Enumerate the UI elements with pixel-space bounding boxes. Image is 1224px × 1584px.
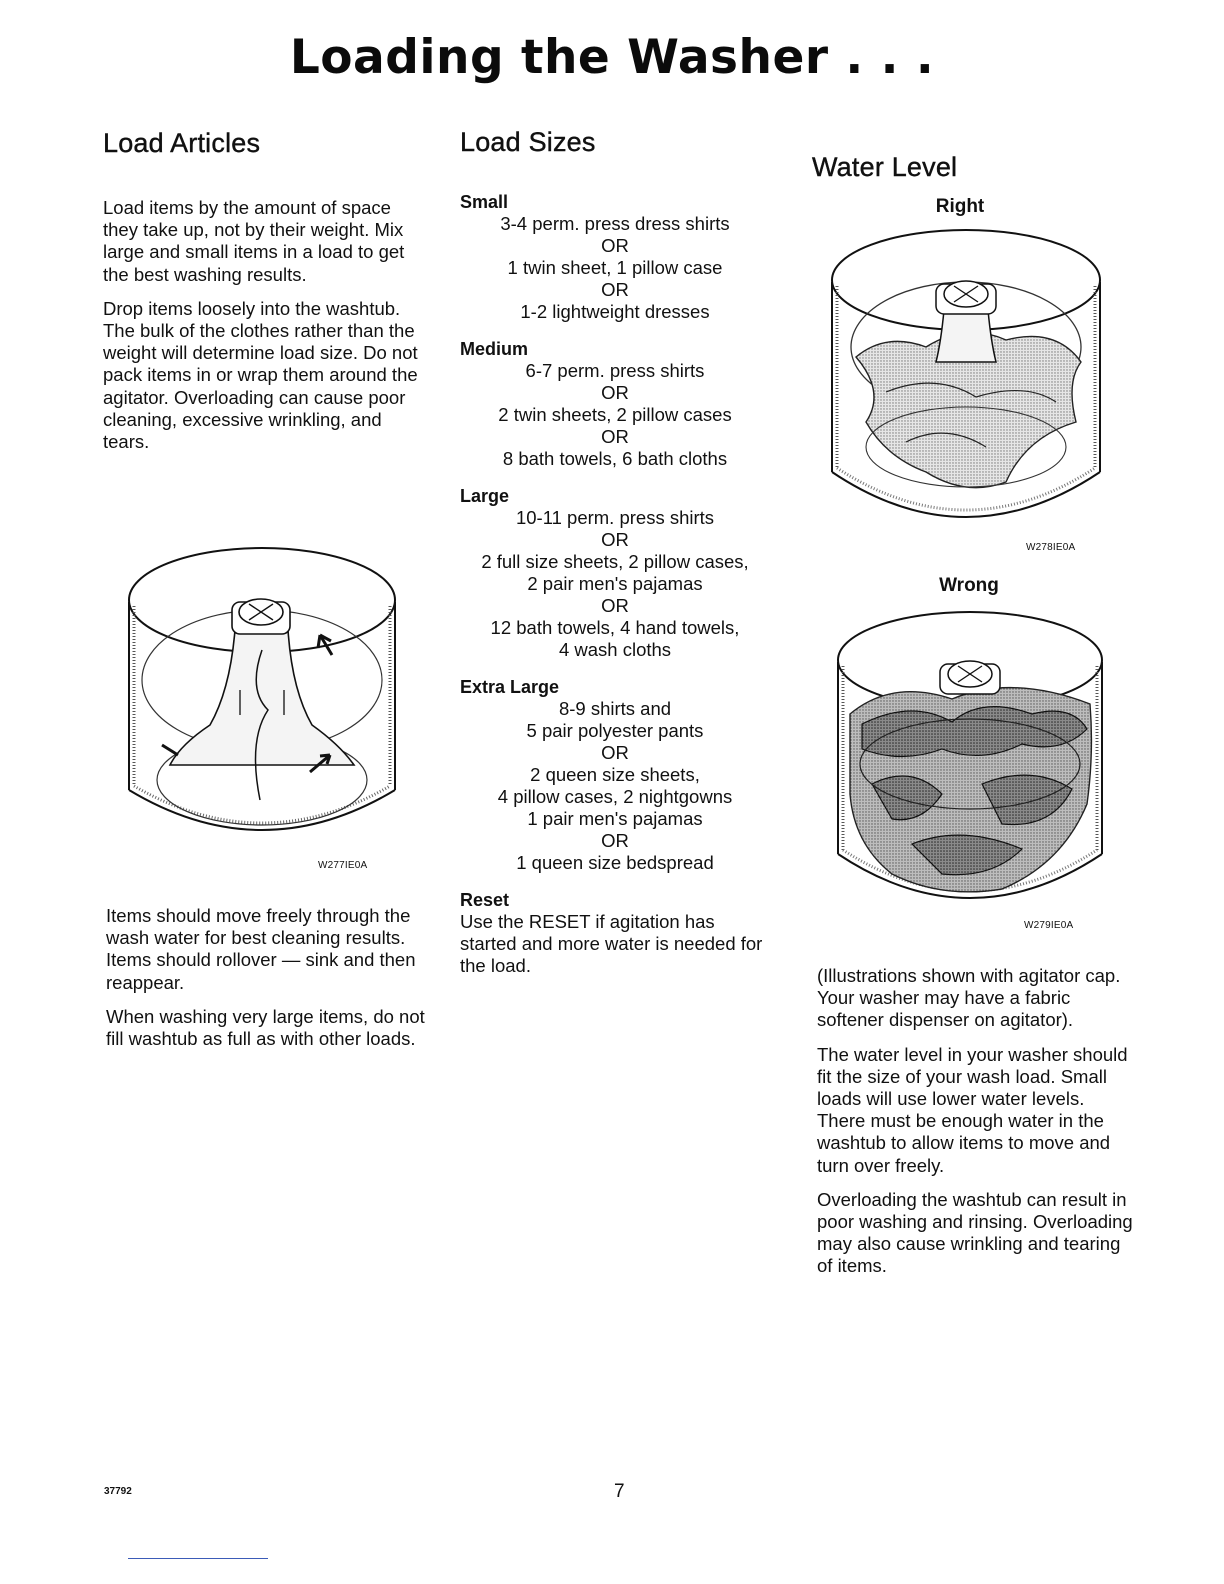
load-size-line: 1 pair men's pajamas (527, 808, 703, 829)
load-size-line: 5 pair polyester pants (526, 720, 704, 741)
water-level-section (812, 152, 1132, 183)
load-size-line: 4 wash cloths (558, 639, 672, 660)
load-size-line: OR (601, 426, 629, 447)
load-size-line: OR (601, 235, 629, 256)
reset-block (460, 890, 790, 978)
footer-rule (128, 1558, 268, 1559)
water-level-right-code: W278IE0A (1026, 542, 1076, 553)
load-size-extra-large (460, 677, 790, 874)
load-size-large (460, 486, 790, 661)
reset-text: Use the RESET if agitation has started and more water is needed for the load. (460, 911, 763, 977)
load-articles-paragraph-3: Items should move freely through the wash water for best cleaning results. Items should rollover — sink and then reappear. (106, 905, 416, 993)
water-level-wrong-code: W279IE0A (1024, 920, 1074, 931)
load-size-label: Small (460, 192, 509, 212)
water-level-paragraph-1: (Illustrations shown with agitator cap. Your washer may have a fabric softener dispenser on agitator). (817, 965, 1121, 1031)
document-number: 37792 (104, 1486, 132, 1497)
load-size-line: 8-9 shirts and (558, 698, 672, 719)
load-articles-paragraph-2: Drop items loosely into the washtub. The bulk of the clothes rather than the weight will determine load size. Do not pack items in or wrap them around the agitator. Overloading can cause poor cleaning, excessive wrinkling, and tears. (103, 297, 418, 453)
load-size-line: 2 pair men's pajamas (527, 573, 703, 594)
load-articles-heading: Load Articles (103, 128, 261, 158)
load-articles-paragraph-4: When washing very large items, do not fill washtub as full as with other loads. (106, 1005, 425, 1050)
load-articles-after-text (106, 905, 426, 1062)
load-size-line: 6-7 perm. press shirts (525, 360, 705, 381)
load-size-lines (460, 360, 770, 470)
load-size-line: 3-4 perm. press dress shirts (500, 213, 730, 234)
load-size-line: 2 queen size sheets, (530, 764, 700, 785)
water-level-right-label: Right (935, 196, 985, 217)
load-size-line: 2 twin sheets, 2 pillow cases (498, 404, 732, 425)
load-size-label: Large (460, 486, 510, 506)
load-size-line: OR (601, 382, 629, 403)
reset-label: Reset (460, 890, 510, 910)
load-size-lines (460, 698, 770, 874)
load-size-line: OR (601, 595, 629, 616)
load-articles-figure-code: W277IE0A (318, 860, 368, 871)
load-size-label: Medium (460, 339, 529, 359)
load-size-line: OR (601, 830, 629, 851)
load-size-line: 4 pillow cases, 2 nightgowns (497, 786, 733, 807)
water-level-wrong-label: Wrong (939, 575, 999, 596)
load-articles-section (103, 128, 423, 465)
load-size-line: 8 bath towels, 6 bath cloths (502, 448, 728, 469)
water-level-right-illustration (826, 222, 1106, 542)
load-size-lines (460, 507, 770, 661)
load-size-small (460, 192, 790, 323)
load-size-medium (460, 339, 790, 470)
load-sizes-heading: Load Sizes (460, 127, 596, 157)
load-size-lines (460, 213, 770, 323)
load-size-label: Extra Large (460, 677, 560, 697)
water-level-paragraph-3: Overloading the washtub can result in poor washing and rinsing. Overloading may also cause wrinkling and tearing of items. (817, 1188, 1133, 1277)
load-size-line: 2 full size sheets, 2 pillow cases, (481, 551, 749, 572)
load-sizes-section (460, 127, 790, 990)
load-articles-paragraph-1: Load items by the amount of space they take up, not by their weight. Mix large and small items in a load to get the best washing results. (103, 197, 405, 285)
agitator-illustration (120, 540, 405, 865)
water-level-heading: Water Level (812, 152, 958, 182)
load-size-line: OR (601, 279, 629, 300)
water-level-wrong-illustration (832, 604, 1108, 922)
page-title: Loading the Washer . . . (289, 30, 935, 85)
water-level-paragraph-2: The water level in your washer should fit the size of your wash load. Small loads will use lower water levels. There must be enough water in the washtub to allow items to move and turn over freely. (817, 1043, 1128, 1176)
load-size-line: 1 queen size bedspread (516, 852, 714, 873)
load-size-line: 1 twin sheet, 1 pillow case (507, 257, 723, 278)
load-size-line: 1-2 lightweight dresses (520, 301, 710, 322)
page-number: 7 (614, 1481, 625, 1502)
water-level-text (817, 965, 1135, 1290)
load-size-line: 10-11 perm. press shirts (515, 507, 715, 528)
load-size-line: OR (601, 742, 629, 763)
load-size-line: OR (601, 529, 629, 550)
load-size-line: 12 bath towels, 4 hand towels, (490, 617, 740, 638)
